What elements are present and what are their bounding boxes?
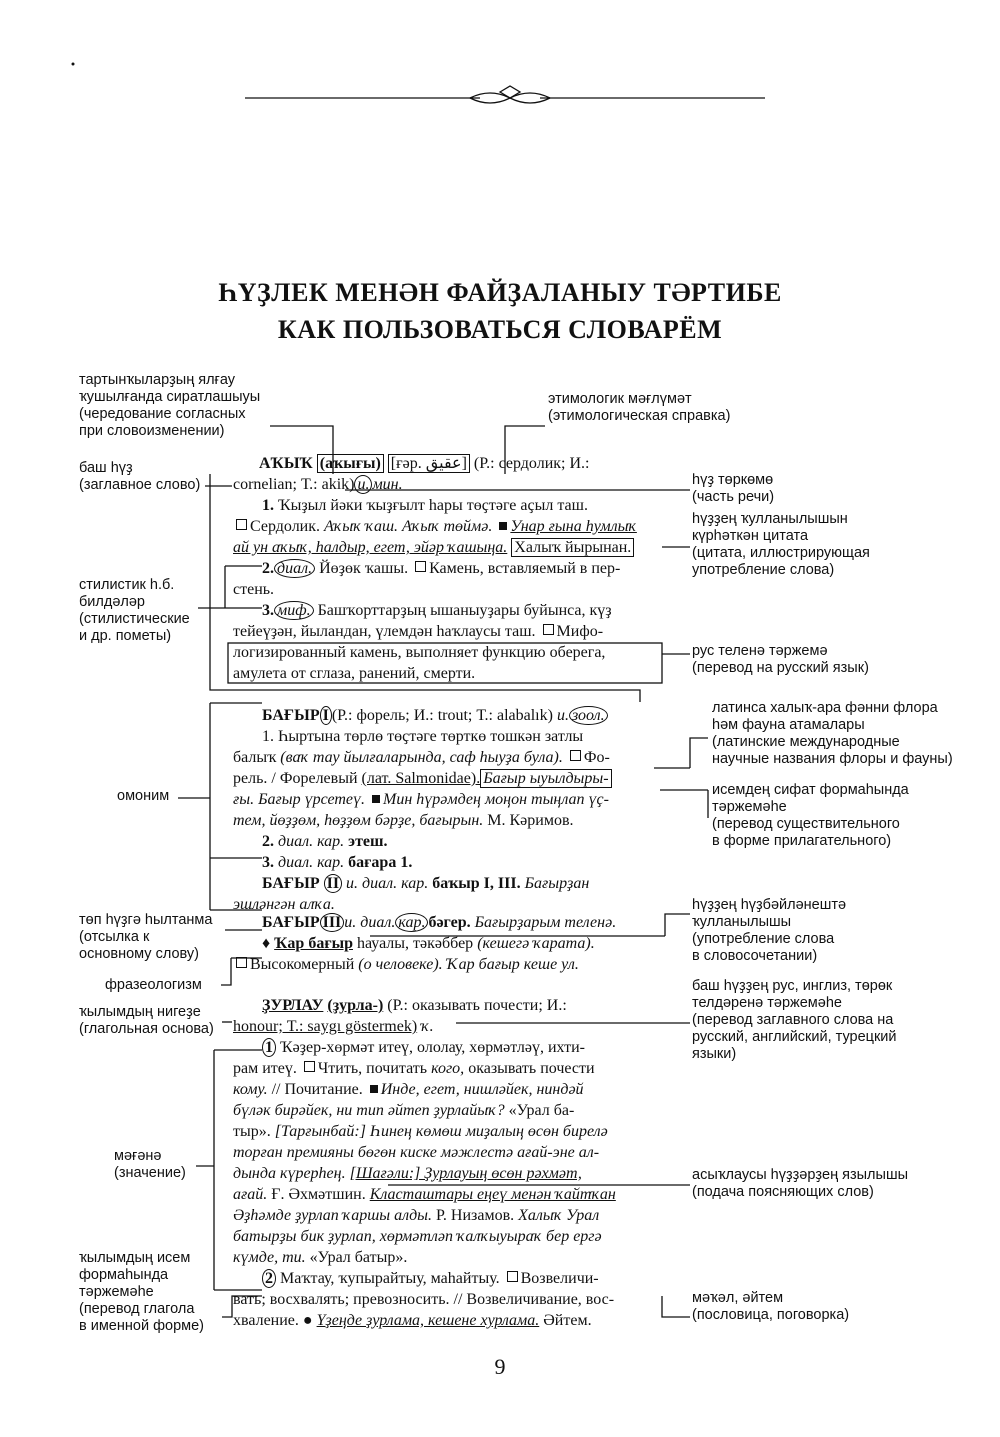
ornament-swirl-1	[470, 93, 550, 103]
label-reference: төп һүҙгә һылтанма (отсылка к основному слову)	[79, 912, 213, 962]
entry-zurlau-line-15: вать; восхвалять; превозносить. // Возвеличивание, вос-	[233, 1291, 615, 1308]
entry-zurlau-line-3: 1 Ҡәҙер-хөрмәт итеү, ололау, хөрмәтләү, ихти-	[262, 1037, 585, 1059]
entry-bagyr1-line-1: БАҒЫР I (Р.: форель; И.: trout; Т.: alabalık) и. зоол.	[262, 705, 608, 727]
entry-zurlau-line-6: бүләк бирәйек, ни тип әйтеп ҙурлайыҡ? «Урал ба-	[233, 1102, 575, 1119]
ornament-diamond	[500, 86, 520, 98]
label-etymology: этимологик мәғлүмәт (этимологическая справка)	[548, 391, 731, 424]
entry-akyk-line-6: 2. диал. Йөҙөк ҡашы. Камень, вставляемый в пер-	[262, 560, 621, 577]
entry-akyk-line-3: 1. Ҡыҙыл йәки ҡыҙғылт һары төҫтәге аҫыл таш.	[262, 497, 588, 514]
headword: БАҒЫР	[262, 914, 320, 931]
entry-akyk-line-7: стень.	[233, 581, 275, 598]
entry-bagyr1-line-8: 3. диал. кар. бағара 1.	[262, 854, 413, 871]
entry-akyk-line-11: амулета от сглаза, ранений, смерти.	[233, 665, 476, 682]
entry-bagyr2-line-1: БАҒЫР II и. диал. кар. баҡыр I, III. Бағырҙан	[262, 875, 590, 892]
entry-akyk-line-5: ай ун аҡыҡ, һалдыр, егет, эйәр ҡашыңа. Халыҡ йырынан.	[233, 537, 634, 559]
entry-zurlau-line-12: батырҙы бик ҙурлап, хөрмәтләп ҡалҡыуыраҡ бер ергә	[233, 1228, 602, 1245]
entry-zurlau-line-8: торған премияны бөгөн киске мәжлестә ағай-эне ал-	[233, 1144, 600, 1161]
entry-akyk-line-9: тейеүҙән, йыландан, үлемдән һаҡлаусы таш. Мифо-	[233, 623, 604, 640]
page-number: 9	[494, 1354, 506, 1379]
label-word-combination: һүҙҙең һүҙбәйләнештә ҡулланылышы (употребление слова в словосочетании)	[692, 897, 847, 964]
entry-bagyr1-line-2: 1. Һыртына төрлө төҫтәге төрткө тошкән затлы	[262, 728, 584, 745]
entry-akyk-line-1: АҠЫҠ (аҡығы) [ғәр. عقيق] (Р.: сердолик; И.:	[259, 455, 590, 472]
label-consonant-alternation: тартынҡыларҙың ялғау ҡушылғанда сиратлашыуы (чередование согласных при словоизменении)	[79, 372, 261, 439]
entry-zurlau-line-5: кому. // Почитание. Инде, егет, нишләйек, ниндәй	[233, 1081, 584, 1098]
entry-zurlau-line-9: дында күрерһең. [Шағәли:] Ҙурлауың өсөн рәхмәт,	[233, 1165, 582, 1182]
label-phraseologism: фразеологизм	[105, 977, 202, 993]
headword: БАҒЫР	[262, 875, 320, 892]
entry-akyk-line-4: Сердолик. Аҡыҡ ҡаш. Аҡыҡ төймә. Унар ғына һумлыҡ	[233, 516, 637, 538]
headword: БАҒЫР	[262, 707, 320, 724]
label-explanatory-words: асыҡлаусы һүҙҙәрҙең язылышы (подача поясняющих слов)	[692, 1167, 908, 1200]
entry-zurlau-line-13: күмде, ти. «Урал батыр».	[233, 1249, 408, 1266]
entry-zurlau-line-7: тыр». [Тарғынбай:] Һинең көмөш миҙалың өсөн бирелә	[233, 1123, 608, 1140]
label-headword-translation: баш һүҙҙең рус, инглиз, төрөк телдәренә тәржемәһе (перевод заглавного слова на русский, английский, турецкий языки)	[692, 978, 897, 1062]
label-citation: һүҙҙең ҡулланылышын күрһәткән цитата (цитата, иллюстрирующая употребление слова)	[692, 511, 870, 578]
entry-zurlau-line-10: ағай. Ғ. Әхмәтшин. Класташтары еңеү менән ҡайтҡан	[233, 1186, 616, 1203]
label-homonym: омоним	[117, 788, 170, 804]
label-headword: баш һүҙ (заглавное слово)	[79, 460, 201, 493]
label-russian-translation: рус теленә тәржемә (перевод на русский язык)	[692, 643, 869, 676]
entry-zurlau-line-4: рам итеү. Чтить, почитать кого, оказывать почести	[233, 1060, 595, 1077]
entry-bagyr3-line-1: БАҒЫР III и. диал. кар. бәгер. Бағырҙарым теленә.	[262, 914, 617, 931]
label-part-of-speech: һүҙ төркөмө (часть речи)	[692, 472, 775, 505]
entry-zurlau-line-1: ҘУРЛАУ (ҙурла-) (Р.: оказывать почести; И.:	[262, 997, 567, 1014]
entry-zurlau-line-2: honour; Т.: saygı göstermek) ҡ.	[233, 1018, 434, 1035]
label-stylistic: стилистик һ.б. билдәләр (стилистические и др. пометы)	[79, 577, 190, 644]
entry-bagyr3-line-2: ♦ Ҡар бағыр һауалы, тәкәббер (кешегә ҡарата).	[262, 935, 595, 952]
entry-bagyr1-line-4: рель. / Форелевый (лат. Salmonidae). Бағыр ыуылдыры-	[233, 768, 612, 790]
entry-bagyr1-line-6: тем, йөҙҙөм, һөҙҙөм бәрҙе, бағырын. М. Кәримов.	[233, 812, 574, 829]
entry-bagyr1-line-7: 2. диал. кар. этеш.	[262, 833, 388, 850]
entry-akyk-line-10: логизированный камень, выполняет функцию оберега,	[233, 644, 606, 661]
label-verbal-noun: ҡылымдың исем формаһында тәржемәһе (перевод глагола в именной форме)	[79, 1250, 204, 1334]
entry-bagyr1-line-3: балыҡ (ваҡ тау йылғаларында, саф һыуҙа була). Фо-	[233, 749, 610, 766]
entry-akyk-line-2: cornelian; Т.: akik) и. мин.	[233, 476, 403, 493]
entry-bagyr2-line-2: эшләнгән алҡа.	[233, 896, 335, 913]
label-proverb: мәҡәл, әйтем (пословица, поговорка)	[692, 1290, 850, 1323]
title-russian: КАК ПОЛЬЗОВАТЬСЯ СЛОВАРЁМ	[277, 315, 723, 344]
entry-bagyr1-line-5: ғы. Бағыр үрсетеү. Мин һүрәмдең моңон тыңлап үҫ-	[233, 791, 609, 808]
title-bashkir: ҺҮҘЛЕК МЕНӘН ФАЙҘАЛАНЫУ ТӘРТИБЕ	[218, 278, 782, 307]
entry-bagyr3-line-3: Высокомерный (о человеке). Ҡар бағыр кеше ул.	[233, 954, 579, 976]
headword: ҘУРЛАУ	[262, 997, 324, 1014]
entry-zurlau-line-11: Әҙһәмде ҙурлап ҡаршы алды. Р. Низамов. Халыҡ Урал	[233, 1207, 600, 1224]
entry-zurlau-line-14: 2 Маҡтау, ҡупырайтыу, маһайтыу. Возвеличи-	[262, 1268, 599, 1290]
entry-akyk-line-8: 3. миф. Башҡорттарҙың ышаныуҙары буйынса, күҙ	[262, 602, 612, 619]
label-meaning: мәғәнә (значение)	[114, 1148, 186, 1181]
headword: АҠЫҠ	[259, 455, 313, 472]
label-verb-stem: ҡылымдың нигеҙе (глагольная основа)	[79, 1004, 214, 1037]
entry-zurlau-line-16: хваление. ● Үҙеңде ҙурлама, кешене хурлама. Әйтем.	[233, 1312, 592, 1329]
label-adjective-form: исемдең сифат формаһында тәржемәһе (перевод существительного в форме прилагательного)	[712, 782, 909, 849]
ornament-swirl-2	[470, 93, 550, 103]
label-latin-names: латинса халыҡ-ара фәнни флора һәм фауна атамалары (латинские международные научные названия флоры и фауны)	[712, 700, 953, 767]
